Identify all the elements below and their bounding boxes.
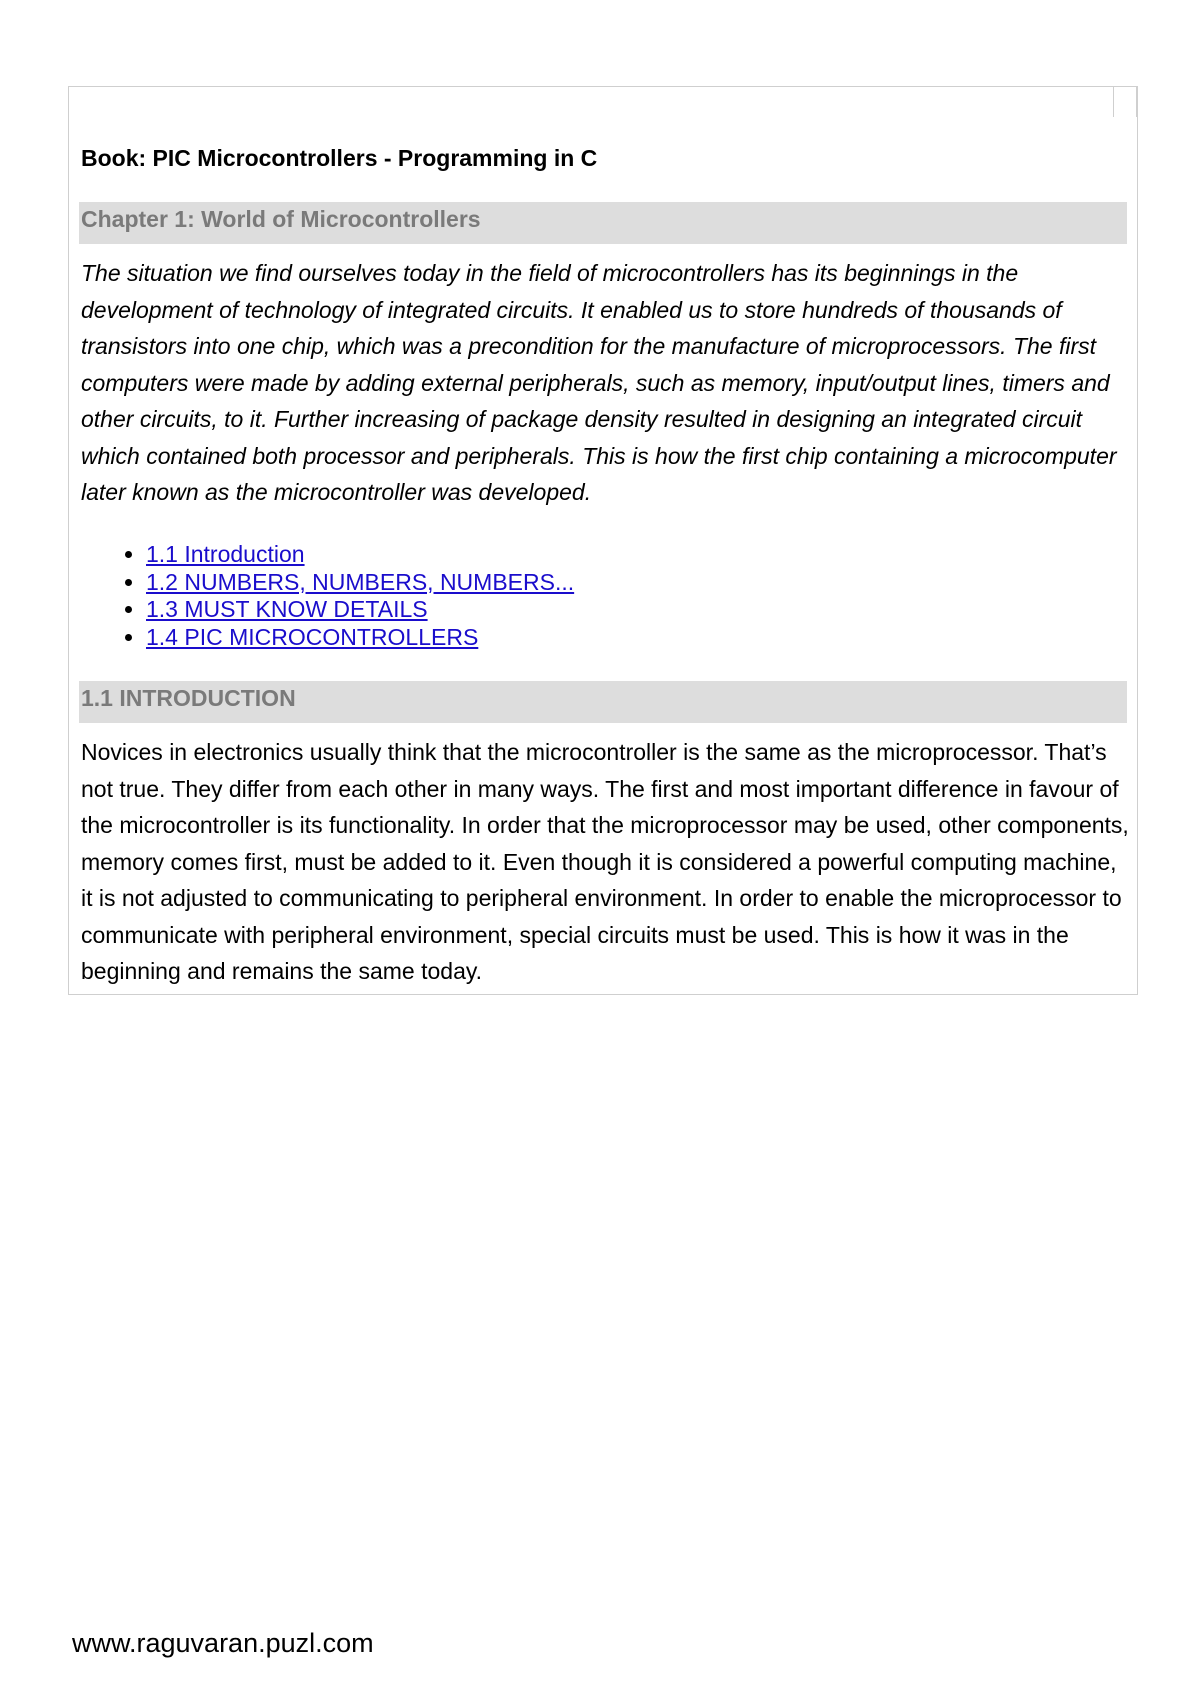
chapter-heading: Chapter 1: World of Microcontrollers [79,202,1127,244]
toc-item [146,596,574,624]
toc-link-introduction[interactable]: 1.1 Introduction [146,541,305,567]
footer-url: www.raguvaran.puzl.com [72,1628,374,1658]
toc-item [146,541,574,569]
toc-link-pic-microcontrollers[interactable]: 1.4 PIC MICROCONTROLLERS [146,623,479,650]
toc-link-must-know-details[interactable]: 1.3 MUST KNOW DETAILS [146,596,428,622]
content-box [68,86,1138,995]
section-heading-introduction: 1.1 INTRODUCTION [79,681,1127,723]
toc-item [146,569,574,597]
toc-item [146,624,574,652]
toc-link-numbers[interactable]: 1.2 NUMBERS, NUMBERS, NUMBERS... [146,568,575,595]
chapter-intro-text: The situation we find ourselves today in the field of microcontrollers has its beginnings in the development of technology of integrated circuits. It enabled us to store hundreds of thousands of transistors into one chip, which was a precondition for the manufacture of microprocessors. The first computers were made by adding external peripherals, such as memory, input/output lines, timers and other circuits, to it. Further increasing of package density resulted in designing an integrated circuit which contained both processor and peripherals. This is how the first chip containing a microcomputer later known as the microcontroller was developed. [81,260,1117,505]
book-title: Book: PIC Microcontrollers - Programming in C [81,145,598,171]
table-of-contents [81,541,574,651]
corner-mark [1113,87,1137,117]
section-body-text: Novices in electronics usually think that the microcontroller is the same as the microprocessor. That’s not true. They differ from each other in many ways. The first and most important difference in favour of the microcontroller is its functionality. In order that the microprocessor may be used, other components, memory comes first, must be added to it. Even though it is considered a powerful computing machine, it is not adjusted to communicating to peripheral environment. In order to enable the microprocessor to communicate with peripheral environment, special circuits must be used. This is how it was in the beginning and remains the same today. [81,739,1129,984]
